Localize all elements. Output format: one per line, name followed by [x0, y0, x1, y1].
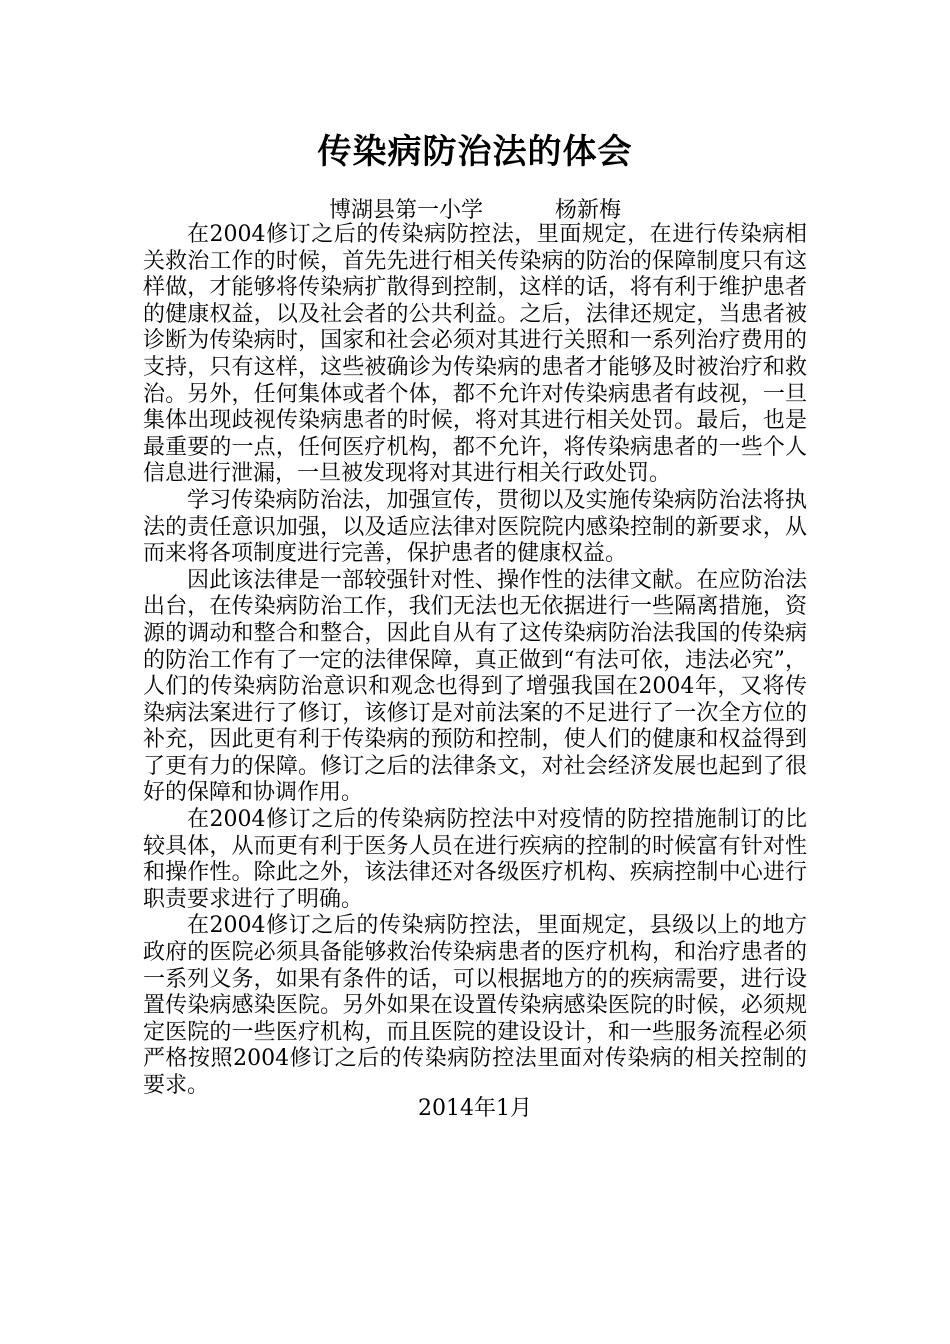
school-name: 博湖县第一小学 — [328, 198, 483, 223]
paragraph-5: 在2004修订之后的传染病防控法，里面规定，县级以上的地方政府的医院必须具备能够救治传染病患者的医疗机构，和治疗患者的一系列义务，如果有条件的话，可以根据地方的的疾病需要，进行设置传染病感染医院。另外如果在设置传染病感染医院的时候，必须规定医院的一些医疗机构，而且医院的建设设计，和一些服务流程必须严格按照2004修订之后的传染病防控法里面对传染病的相关控制的要求。 — [143, 913, 807, 1098]
document-body — [143, 222, 807, 1100]
author-name: 杨新梅 — [555, 198, 622, 223]
paragraph-3: 因此该法律是一部较强针对性、操作性的法律文献。在应防治法出台，在传染病防治工作，我们无法也无依据进行一些隔离措施，资源的调动和整合和整合，因此自从有了这传染病防治法我国的传染病的防治工作有了一定的法律保障，真正做到“有法可依，违法必究”，人们的传染病防治意识和观念也得到了增强我国在2004年，又将传染病法案进行了修订，该修订是对前法案的不足进行了一次全方位的补充，因此更有利于传染病的预防和控制，使人们的健康和权益得到了更有力的保障。修订之后的法律条文，对社会经济发展也起到了很好的保障和协调作用。 — [143, 567, 807, 806]
document-date: 2014年1月 — [418, 1096, 532, 1121]
paragraph-1: 在2004修订之后的传染病防控法，里面规定，在进行传染病相关救治工作的时候，首先先进行相关传染病的防治的保障制度只有这样做，才能够将传染病扩散得到控制，这样的话，将有利于维护患者的健康权益，以及社会者的公共利益。之后，法律还规定，当患者被诊断为传染病时，国家和社会必须对其进行关照和一系列治疗费用的支持，只有这样，这些被确诊为传染病的患者才能够及时被治疗和救治。另外，任何集体或者个体，都不允许对传染病患者有歧视，一旦集体出现歧视传染病患者的时候，将对其进行相关处罚。最后，也是最重要的一点，任何医疗机构，都不允许，将传染病患者的一些个人信息进行泄漏，一旦被发现将对其进行相关行政处罚。 — [143, 222, 807, 487]
paragraph-2: 学习传染病防治法，加强宣传，贯彻以及实施传染病防治法将执法的责任意识加强，以及适应法律对医院院内感染控制的新要求，从而来将各项制度进行完善，保护患者的健康权益。 — [143, 487, 807, 567]
paragraph-4: 在2004修订之后的传染病防控法中对疫情的防控措施制订的比较具体，从而更有利于医务人员在进行疾病的控制的时候富有针对性和操作性。除此之外，该法律还对各级医疗机构、疾病控制中心进行职责要求进行了明确。 — [143, 807, 807, 912]
document-title: 传染病防治法的体会 — [317, 132, 633, 172]
